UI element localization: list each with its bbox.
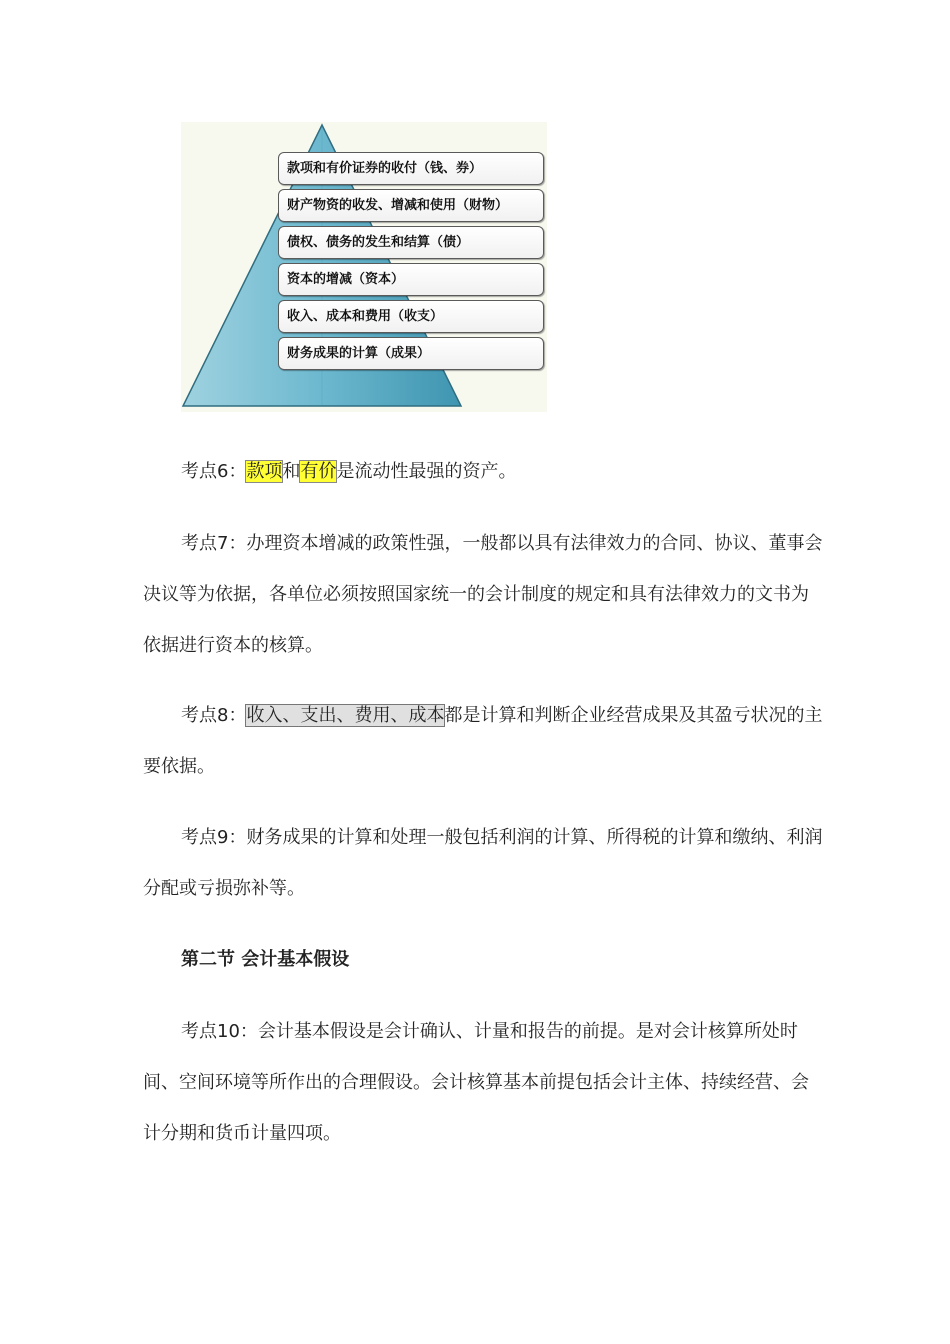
level-capital: 资本的增减（资本） <box>278 263 544 296</box>
point-9: 考点9：财务成果的计算和处理一般包括利润的计算、所得税的计算和缴纳、利润分配或亏损弥补等。 <box>143 827 823 899</box>
level-claims-debts: 债权、债务的发生和结算（债） <box>278 226 544 259</box>
point-8-rest: 都是计算和判断企业经营成果及其盈亏状况的主要依据。 <box>143 705 823 777</box>
point-8-prefix: 考点8： <box>181 705 247 726</box>
highlight-kuanxiang: 款项 <box>246 461 283 482</box>
level-income-expense: 收入、成本和费用（收支） <box>278 300 544 333</box>
point-6-mid: 和 <box>282 461 301 482</box>
section-heading: 第二节 会计基本假设 <box>181 949 350 970</box>
point-6 <box>143 446 823 497</box>
level-financial-results: 财务成果的计算（成果） <box>278 337 544 370</box>
point-10: 考点10：会计基本假设是会计确认、计量和报告的前提。是对会计核算所处时间、空间环境等所作出的合理假设。会计核算基本前提包括会计主体、持续经营、会计分期和货币计量四项。 <box>143 1021 809 1144</box>
highlight-youjia: 有价 <box>300 461 337 482</box>
point-6-rest: 是流动性最强的资产。 <box>336 461 517 482</box>
level-property-materials: 财产物资的收发、增减和使用（财物） <box>278 189 544 222</box>
point-6-prefix: 考点6： <box>181 461 247 482</box>
pyramid-diagram <box>181 122 547 412</box>
point-7: 考点7：办理资本增减的政策性强，一般都以具有法律效力的合同、协议、董事会决议等为依据，各单位必须按照国家统一的会计制度的规定和具有法律效力的文书为依据进行资本的核算。 <box>143 533 823 656</box>
highlight-income-items: 收入、支出、费用、成本 <box>246 705 445 726</box>
level-cash-securities: 款项和有价证券的收付（钱、券） <box>278 152 544 185</box>
point-8 <box>143 690 823 792</box>
